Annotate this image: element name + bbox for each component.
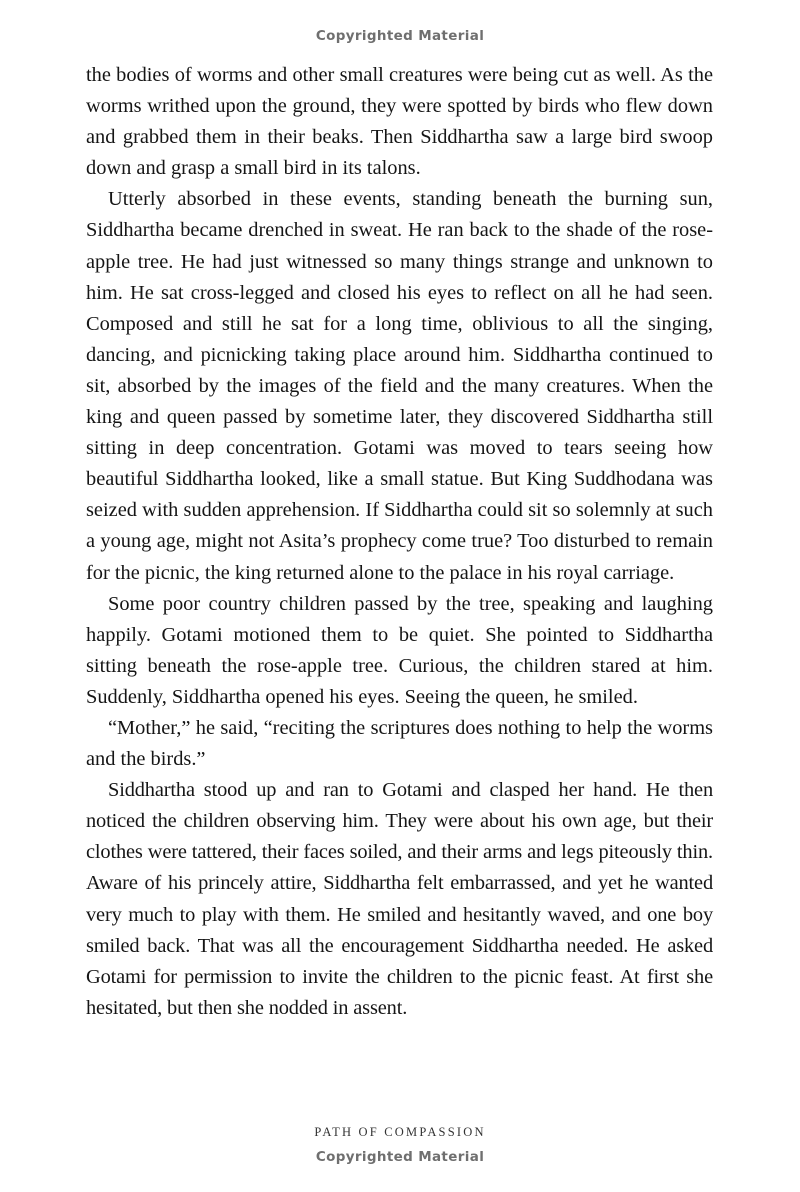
copyright-watermark-bottom: Copyrighted Material [315,1149,485,1165]
body-paragraph: Utterly absorbed in these events, standing beneath the burning sun, Siddhartha became drenched in sweat. He ran back to the shade of the rose-apple tree. He had just witnessed so many things strange and unknown to him. He sat cross-legged and closed his eyes to reflect on all he had seen. Composed and still he sat for a long time, oblivious to all the singing, dancing, and picnicking taking place around him. Siddhartha continued to sit, absorbed by the images of the field and the many creatures. When the king and queen passed by sometime later, they discovered Siddhartha still sitting in deep concentration. Gotami was moved to tears seeing how beautiful Siddhartha looked, like a small statue. But King Suddhodana was seized with sudden apprehension. If Siddhartha could sit so solemnly at such a young age, might not Asita’s prophecy come true? Too disturbed to remain for the picnic, the king returned alone to the palace in his royal carriage. [86,188,713,584]
body-paragraph: “Mother,” he said, “reciting the scriptures does nothing to help the worms and the birds.” [86,716,713,771]
body-paragraph: Siddhartha stood up and ran to Gotami and clasped her hand. He then noticed the children observing him. They were about his own age, but their clothes were tattered, their faces soiled, and their arms and legs piteously thin. Aware of his princely attire, Siddhartha felt embarrassed, and yet he wanted very much to play with them. He smiled and hesitantly waved, and one boy smiled back. That was all the encouragement Siddhartha needed. He asked Gotami for permission to invite the children to the picnic feast. At first she hesitated, but then she nodded in assent. [86,779,713,1019]
copyright-watermark-top: Copyrighted Material [315,28,485,44]
body-paragraph: the bodies of worms and other small creatures were being cut as well. As the worms writhed upon the ground, they were spotted by birds who flew down and grabbed them in their beaks. Then Siddhartha saw a large bird swoop down and grasp a small bird in its talons. [86,64,713,180]
running-head-footer: PATH OF COMPASSION [314,1125,486,1139]
body-paragraph: Some poor country children passed by the tree, speaking and laughing happily. Gotami motioned them to be quiet. She pointed to Siddhartha sitting beneath the rose-apple tree. Curious, the children stared at him. Suddenly, Siddhartha opened his eyes. Seeing the queen, he smiled. [86,592,713,708]
page-text-block [86,60,713,1024]
